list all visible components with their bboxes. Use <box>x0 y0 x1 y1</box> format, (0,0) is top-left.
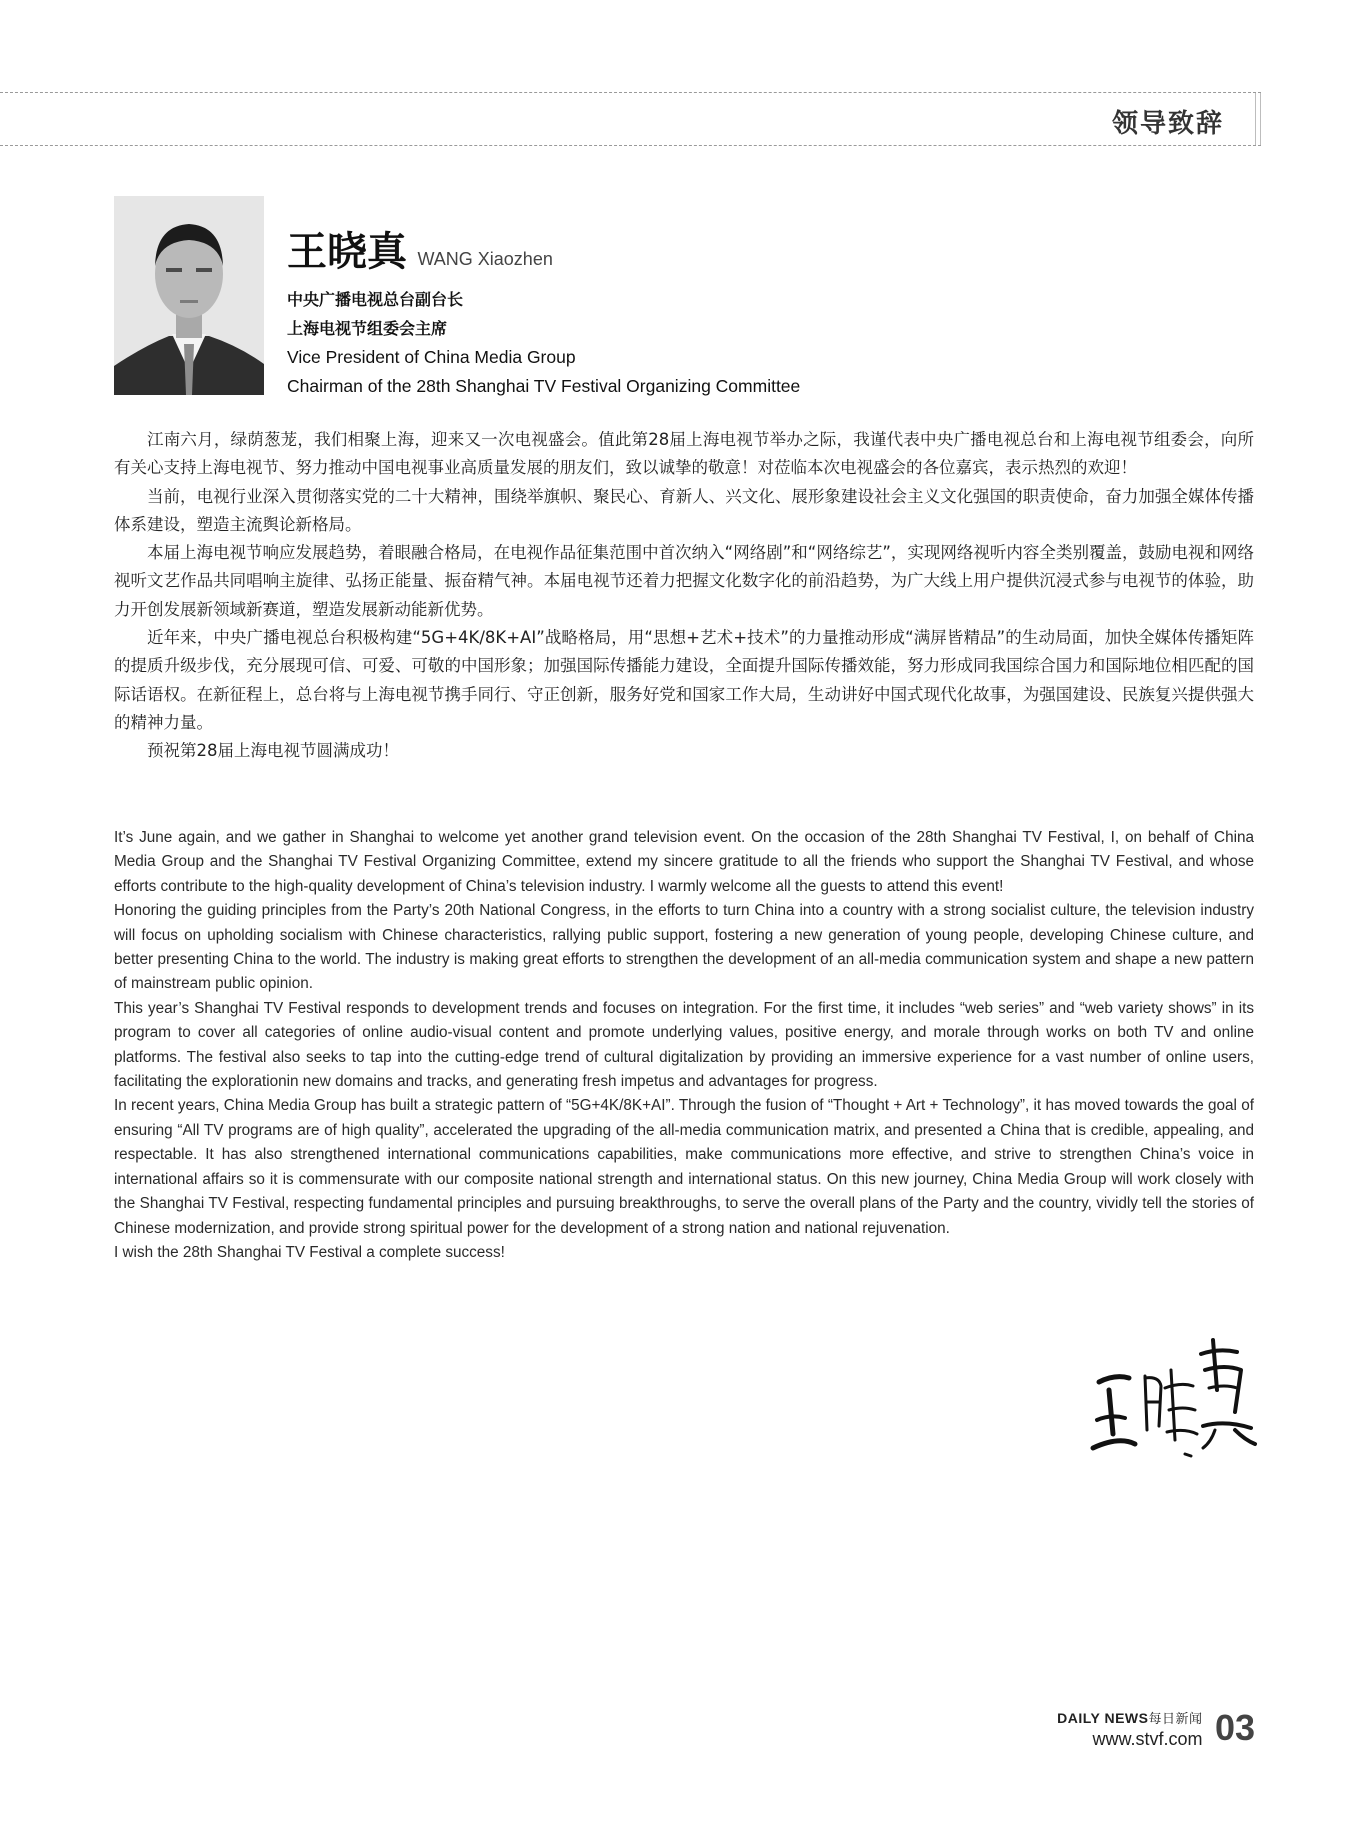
cn-paragraph: 近年来，中央广播电视总台积极构建“5G+4K/8K+AI”战略格局，用“思想+艺术+技术”的力量推动形成“满屏皆精品”的生动局面，加快全媒体传播矩阵的提质升级步伐，充分展现可信、可爱、可敬的中国形象；加强国际传播能力建设，全面提升国际传播效能，努力形成同我国综合国力和国际地位相匹配的国际话语权。在新征程上，总台将与上海电视节携手同行、守正创新，服务好党和国家工作大局，生动讲好中国式现代化故事，为强国建设、民族复兴提供强大的精神力量。 <box>114 628 1254 732</box>
english-speech <box>114 826 1254 1265</box>
cn-paragraph: 预祝第28届上海电视节圆满成功！ <box>147 741 399 761</box>
footer-publication <box>1057 1708 1202 1750</box>
en-paragraph: In recent years, China Media Group has built a strategic pattern of “5G+4K/8K+AI”. Through the fusion of “Thought + Art + Technology”, it has moved towards the goal of ensuring “All TV programs are of high quality”, accelerated the upgrading of the all-media communication matrix, and presented a China that is credible, appealing, and respectable. It has also strengthened international communications capabilities, make communications more effective, and strive to strengthen China’s voice in international affairs so it is commensurate with our composite national strength and international status. On this new journey, China Media Group will work closely with the Shanghai TV Festival, respecting fundamental principles and pursuing breakthroughs, to serve the overall plans of the Party and the country, vividly tell the stories of Chinese modernization, and provide strong spiritual power for the development of a strong nation and national rejuvenation. <box>114 1097 1254 1237</box>
footer-url: www.stvf.com <box>1092 1729 1203 1749</box>
chinese-speech <box>114 426 1254 766</box>
name-english: WANG Xiaozhen <box>417 249 553 269</box>
footer-news-label: DAILY NEWS <box>1057 1710 1149 1726</box>
cn-paragraph: 本届上海电视节响应发展趋势，着眼融合格局，在电视作品征集范围中首次纳入“网络剧”和“网络综艺”，实现网络视听内容全类别覆盖，鼓励电视和网络视听文艺作品共同唱响主旋律、弘扬正能量、振奋精气神。本届电视节还着力把握文化数字化的前沿趋势，为广大线上用户提供沉浸式参与电视节的体验，助力开创发展新领域新赛道，塑造发展新动能新优势。 <box>114 543 1254 619</box>
en-paragraph: This year’s Shanghai TV Festival responds to development trends and focuses on integration. For the first time, it includes “web series” and “web variety shows” in its program to cover all categories of online audio-visual content and promote underlying values, positive energy, and morale through works on both TV and online platforms. The festival also seeks to tap into the cutting-edge trend of cultural digitalization by providing an immersive experience for a vast number of online users, facilitating the explorationin new domains and tracks, and generating fresh impetus and advantages for progress. <box>114 999 1254 1091</box>
en-paragraph: It’s June again, and we gather in Shanghai to welcome yet another grand television event. On the occasion of the 28th Shanghai TV Festival, I, on behalf of China Media Group and the Shanghai TV Festival Organizing Committee, extend my sincere gratitude to all the friends who support the Shanghai TV Festival, and whose efforts contribute to the high-quality development of China’s television industry. I warmly welcome all the guests to attend this event! <box>114 829 1254 895</box>
name-chinese: 王晓真 <box>287 228 407 275</box>
en-paragraph: Honoring the guiding principles from the Party’s 20th National Congress, in the efforts to turn China into a country with a strong socialist culture, the television industry will focus on upholding socialism with Chinese characteristics, rallying public support, fostering a new generation of young people, developing Chinese culture, and better presenting China to the world. The industry is making great efforts to strengthen the development of an all-media communication system and shape a new pattern of mainstream public opinion. <box>114 902 1254 993</box>
title-cn-1: 中央广播电视总台副台长 <box>287 290 464 309</box>
speaker-name <box>287 220 553 277</box>
title-en-1: Vice President of China Media Group <box>287 347 576 367</box>
portrait-illustration <box>114 196 264 395</box>
section-header-bar <box>0 92 1261 146</box>
cn-paragraph: 当前，电视行业深入贯彻落实党的二十大精神，围绕举旗帜、聚民心、育新人、兴文化、展形象建设社会主义文化强国的职责使命，奋力加强全媒体传播体系建设，塑造主流舆论新格局。 <box>114 486 1254 534</box>
speaker-titles <box>287 286 800 400</box>
en-paragraph: I wish the 28th Shanghai TV Festival a complete success! <box>114 1243 505 1261</box>
page-footer <box>1057 1708 1255 1750</box>
page-number: 03 <box>1214 1707 1255 1748</box>
title-cn-2: 上海电视节组委会主席 <box>287 318 448 338</box>
title-en-2: Chairman of the 28th Shanghai TV Festival Organizing Committee <box>287 375 801 396</box>
header-bar-end-rule <box>1255 93 1261 145</box>
handwritten-signature <box>1085 1330 1265 1460</box>
cn-paragraph: 江南六月，绿荫葱茏，我们相聚上海，迎来又一次电视盛会。值此第28届上海电视节举办之际，我谨代表中央广播电视总台和上海电视节组委会，向所有关心支持上海电视节、努力推动中国电视事业高质量发展的朋友们，致以诚挚的敬意！对莅临本次电视盛会的各位嘉宾，表示热烈的欢迎！ <box>114 430 1254 478</box>
footer-news-label-cn: 每日新闻 <box>1148 1712 1203 1727</box>
portrait-photo <box>114 196 264 395</box>
section-title: 领导致辞 <box>1111 109 1224 139</box>
footer-news-line <box>1057 1708 1202 1727</box>
